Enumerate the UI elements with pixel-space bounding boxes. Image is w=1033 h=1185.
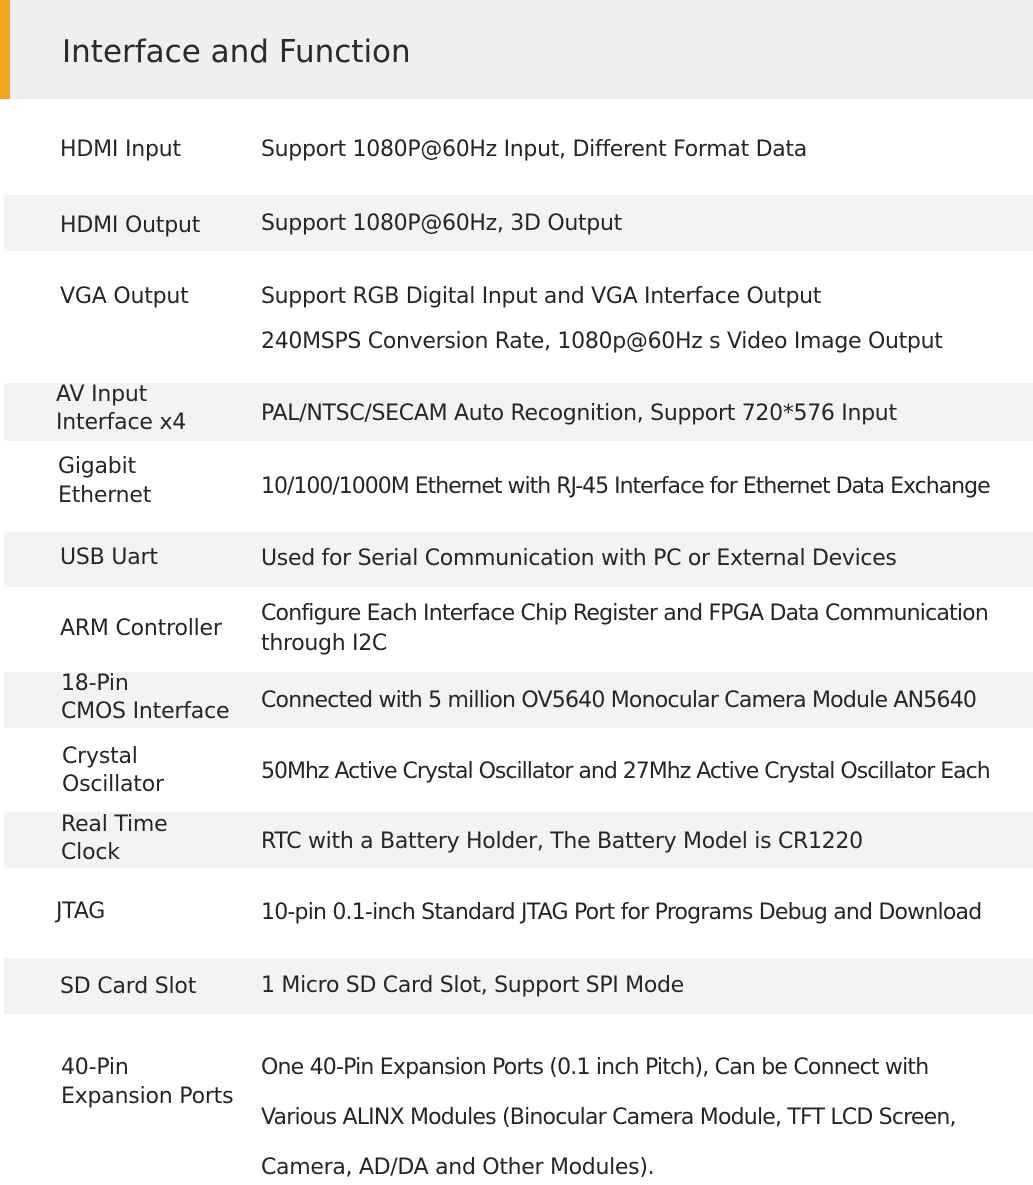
spec-label: AV Input [56,382,148,407]
section-title: Interface and Function [62,34,411,70]
spec-value: 10/100/1000M Ethernet with RJ-45 Interface for Ethernet Data Exchange [261,474,990,499]
spec-value: 10-pin 0.1-inch Standard JTAG Port for Programs Debug and Download [261,900,982,925]
spec-row-usb-uart [4,532,1033,587]
spec-row-sd-card-slot [4,958,1033,1014]
spec-label: Oscillator [62,772,164,797]
spec-row-cmos-interface [4,672,1033,728]
spec-label: Ethernet [58,483,152,508]
section-header [0,0,1033,99]
spec-value: through I2C [261,631,387,656]
spec-value: One 40-Pin Expansion Ports (0.1 inch Pitch), Can be Connect with [261,1055,929,1080]
spec-label: Real Time [61,812,168,837]
spec-label: 40-Pin [61,1055,129,1080]
spec-value: 50Mhz Active Crystal Oscillator and 27Mhz Active Crystal Oscillator Each [261,759,990,784]
spec-row-av-input [4,383,1033,441]
spec-row-hdmi-input [4,118,1033,180]
spec-value: Connected with 5 million OV5640 Monocular Camera Module AN5640 [261,688,977,713]
spec-value: Support 1080P@60Hz Input, Different Format Data [261,137,807,162]
spec-row-gigabit-ethernet [4,448,1033,528]
spec-label: ARM Controller [60,616,222,641]
spec-value: PAL/NTSC/SECAM Auto Recognition, Support 720*576 Input [261,401,897,426]
spec-value: 1 Micro SD Card Slot, Support SPI Mode [261,973,684,998]
header-accent-bar [0,0,10,99]
spec-row-vga-output [4,268,1033,368]
spec-value: Support RGB Digital Input and VGA Interface Output [261,284,822,309]
spec-row-jtag [4,880,1033,950]
spec-row-crystal-oscillator [4,738,1033,808]
spec-label: JTAG [56,899,106,924]
spec-row-arm-controller [4,593,1033,667]
spec-value: RTC with a Battery Holder, The Battery Model is CR1220 [261,829,863,854]
spec-value: Support 1080P@60Hz, 3D Output [261,211,622,236]
spec-label: CMOS Interface [61,699,230,724]
spec-row-hdmi-output [4,195,1033,251]
spec-label: 18-Pin [61,671,129,696]
spec-label: USB Uart [60,545,158,570]
spec-value: Camera, AD/DA and Other Modules). [261,1155,655,1180]
spec-value: 240MSPS Conversion Rate, 1080p@60Hz s Video Image Output [261,329,943,354]
spec-label: HDMI Input [60,137,181,162]
spec-label: Expansion Ports [61,1084,234,1109]
spec-label: Interface x4 [56,410,187,435]
spec-label: HDMI Output [60,213,201,238]
spec-value: Various ALINX Modules (Binocular Camera Module, TFT LCD Screen, [261,1105,956,1130]
spec-row-expansion-ports [4,1032,1033,1182]
spec-label: Crystal [62,744,138,769]
spec-value: Used for Serial Communication with PC or External Devices [261,546,897,571]
spec-label: Clock [61,840,120,865]
spec-label: VGA Output [60,284,189,309]
spec-row-real-time-clock [4,812,1033,868]
spec-label: SD Card Slot [60,974,197,999]
spec-value: Configure Each Interface Chip Register and FPGA Data Communication [261,601,988,626]
spec-label: Gigabit [58,454,136,479]
